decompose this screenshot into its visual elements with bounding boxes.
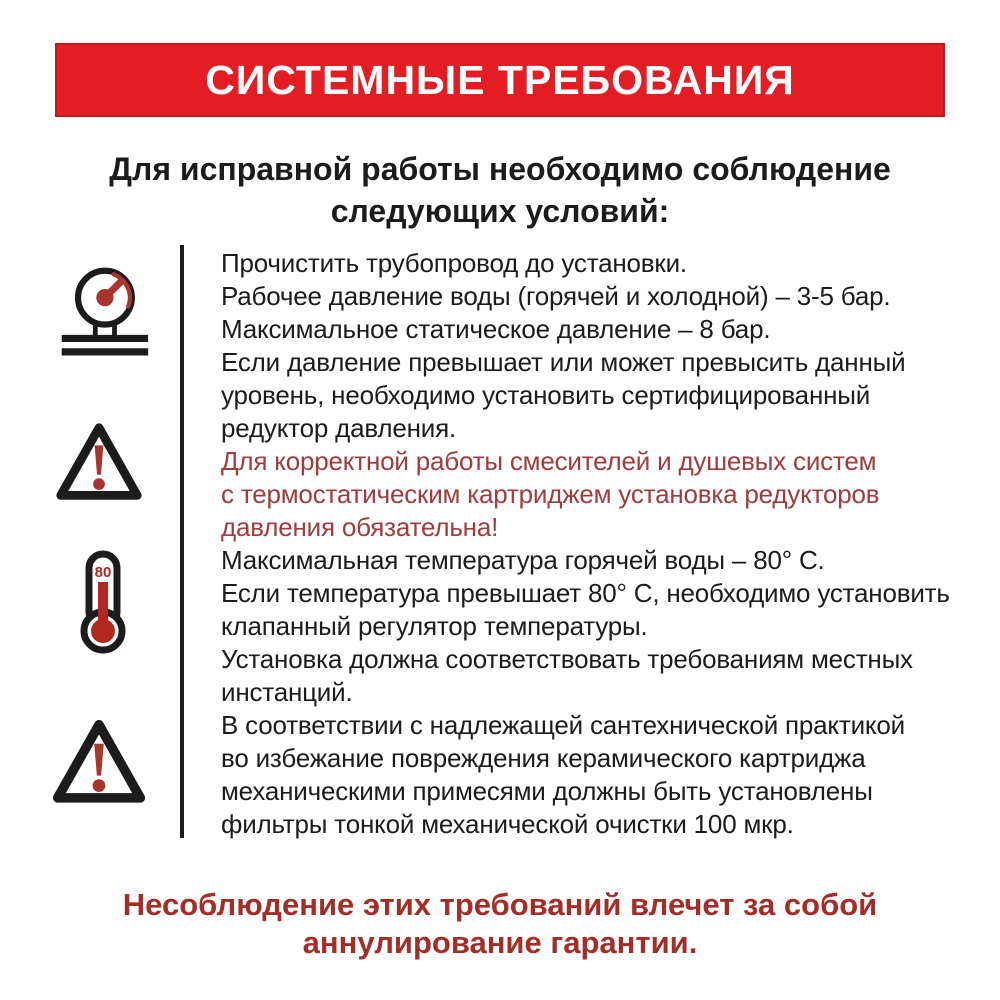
requirement-line: Если давление превышает или может превысить данный [221,347,906,377]
footer-line-1: Несоблюдение этих требований влечет за собой [122,887,878,922]
requirement-line: во избежание повреждения керамического картриджа [221,743,866,773]
requirement-line: фильтры тонкой механической очистки 100 мкр. [221,809,794,839]
requirement-line: клапанный регулятор температуры. [221,611,648,641]
thermometer-label: 80 [94,564,112,581]
requirement-line: Для корректной работы смесителей и душевых систем [221,446,877,476]
requirements-text [221,247,961,841]
requirement-line: давления обязательна! [221,512,499,542]
subtitle-line-2: следующих условий: [330,193,670,229]
requirement-line: Прочистить трубопровод до установки. [221,248,687,278]
requirement-line: редуктор давления. [221,413,457,443]
page-title: СИСТЕМНЫЕ ТРЕБОВАНИЯ [205,56,795,103]
requirement-line: инстанций. [221,677,353,707]
warning-triangle-icon [50,416,148,514]
warning-triangle-icon [46,712,152,818]
requirement-line: Если температура превышает 80° С, необходимо установить [221,578,950,608]
requirement-line: Рабочее давление воды (горячей и холодной) – 3-5 бар. [221,281,891,311]
footer-line-2: аннулирование гарантии. [302,925,698,960]
requirement-line: Установка должна соответствовать требованиям местных [221,644,913,674]
subtitle-line-1: Для исправной работы необходимо соблюдение [109,151,891,187]
requirement-line: В соответствии с надлежащей сантехнической практикой [221,710,905,740]
requirement-line: уровень, необходимо установить сертифицированный [221,380,871,410]
footer-warning [0,886,1000,962]
thermometer-icon [72,550,134,654]
subtitle [0,148,1000,232]
vertical-divider [180,245,184,838]
pressure-gauge-icon [55,263,151,363]
header-banner [55,43,945,117]
requirement-line: Максимальное статическое давление – 8 бар. [221,314,771,344]
requirement-line: механическими примесями должны быть установлены [221,776,873,806]
requirement-line: Максимальная температура горячей воды – 80° С. [221,545,825,575]
requirement-line: с термостатическим картриджем установка редукторов [221,479,880,509]
